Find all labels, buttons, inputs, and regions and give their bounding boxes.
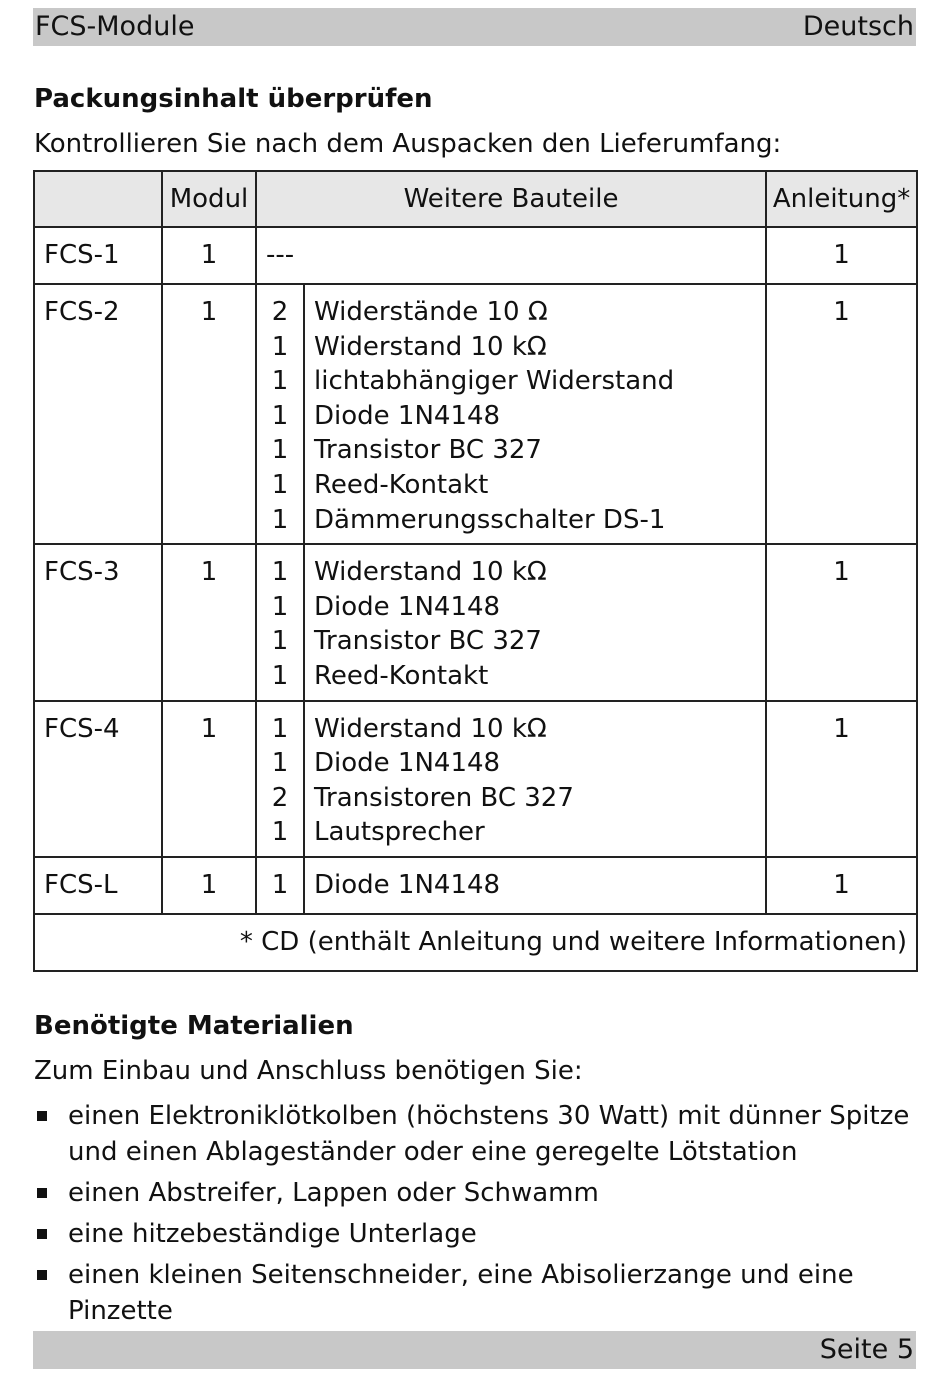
square-bullet-icon: [37, 1270, 47, 1280]
module-count: 1: [200, 557, 218, 588]
table-row: [34, 544, 917, 700]
module-count: 1: [200, 240, 218, 270]
module-name: FCS-4: [44, 713, 120, 744]
header-cell-modul: Modul: [162, 171, 256, 227]
list-item-text: eine hitzebeständige Unterlage: [68, 1219, 477, 1249]
part-quantities: 2 1 1 1 1 1 1: [271, 297, 289, 535]
module-name: FCS-3: [44, 557, 120, 588]
module-name: FCS-L: [44, 869, 118, 900]
part-names: Diode 1N4148: [314, 869, 501, 900]
header-cell-blank: [34, 171, 162, 227]
part-names: Widerstände 10 Ω Widerstand 10 kΩ lichtabhängiger Widerstand Diode 1N4148 Transistor BC 327 Reed-Kontakt Dämmerungsschalter DS-1: [314, 297, 675, 535]
part-quantities: 1: [271, 869, 289, 900]
list-item-text: einen Elektroniklötkolben (höchstens 30 Watt) mit dünner Spitze und einen Ablageständer oder eine geregelte Lötstation: [68, 1101, 910, 1167]
manual-count: 1: [833, 557, 850, 588]
header-title: FCS-Module: [35, 11, 195, 42]
list-item: [34, 1175, 924, 1211]
manual-count: 1: [833, 869, 850, 900]
page-footer: [33, 1331, 916, 1369]
part-quantities: 1 1 1 1: [271, 557, 289, 691]
section-intro-materials: Zum Einbau und Anschluss benötigen Sie:: [34, 1056, 583, 1086]
table-footnote-row: [34, 914, 917, 971]
table-header-row: [34, 171, 917, 227]
list-item: [34, 1098, 924, 1170]
section-heading-materials: Benötigte Materialien: [34, 1011, 354, 1041]
table-row: [34, 701, 917, 857]
materials-list: [34, 1098, 924, 1334]
page-header: [33, 8, 916, 46]
table-row: [34, 284, 917, 544]
list-item-text: einen kleinen Seitenschneider, eine Abisolierzange und eine Pinzette: [68, 1260, 854, 1326]
table-footnote: * CD (enthält Anleitung und weitere Informationen): [239, 926, 908, 957]
header-cell-anleitung: Anleitung*: [766, 171, 917, 227]
section-heading-package-contents: Packungsinhalt überprüfen: [34, 84, 433, 114]
page-number: Seite 5: [819, 1334, 914, 1365]
list-item: [34, 1257, 924, 1329]
header-language: Deutsch: [802, 11, 914, 42]
square-bullet-icon: [37, 1111, 47, 1121]
part-names: Widerstand 10 kΩ Diode 1N4148 Transistoren BC 327 Lautsprecher: [314, 713, 574, 848]
table-row: [34, 227, 917, 284]
module-count: 1: [200, 869, 218, 900]
square-bullet-icon: [37, 1188, 47, 1198]
part-names: Widerstand 10 kΩ Diode 1N4148 Transistor BC 327 Reed-Kontakt: [314, 557, 547, 691]
module-count: 1: [200, 713, 218, 744]
module-name: FCS-1: [44, 240, 120, 270]
module-count: 1: [200, 297, 218, 327]
part-quantities: 1 1 2 1: [271, 713, 289, 848]
module-name: FCS-2: [44, 297, 120, 327]
package-contents-table: [33, 170, 918, 972]
table-row: [34, 857, 917, 914]
section-intro-package-contents: Kontrollieren Sie nach dem Auspacken den Lieferumfang:: [34, 129, 782, 159]
manual-count: 1: [833, 240, 850, 270]
header-cell-weitere-bauteile: Weitere Bauteile: [256, 171, 766, 227]
list-item-text: einen Abstreifer, Lappen oder Schwamm: [68, 1178, 599, 1208]
list-item: [34, 1216, 924, 1252]
parts-none: ---: [266, 240, 295, 270]
manual-count: 1: [833, 713, 850, 744]
square-bullet-icon: [37, 1229, 47, 1239]
manual-count: 1: [833, 297, 850, 327]
